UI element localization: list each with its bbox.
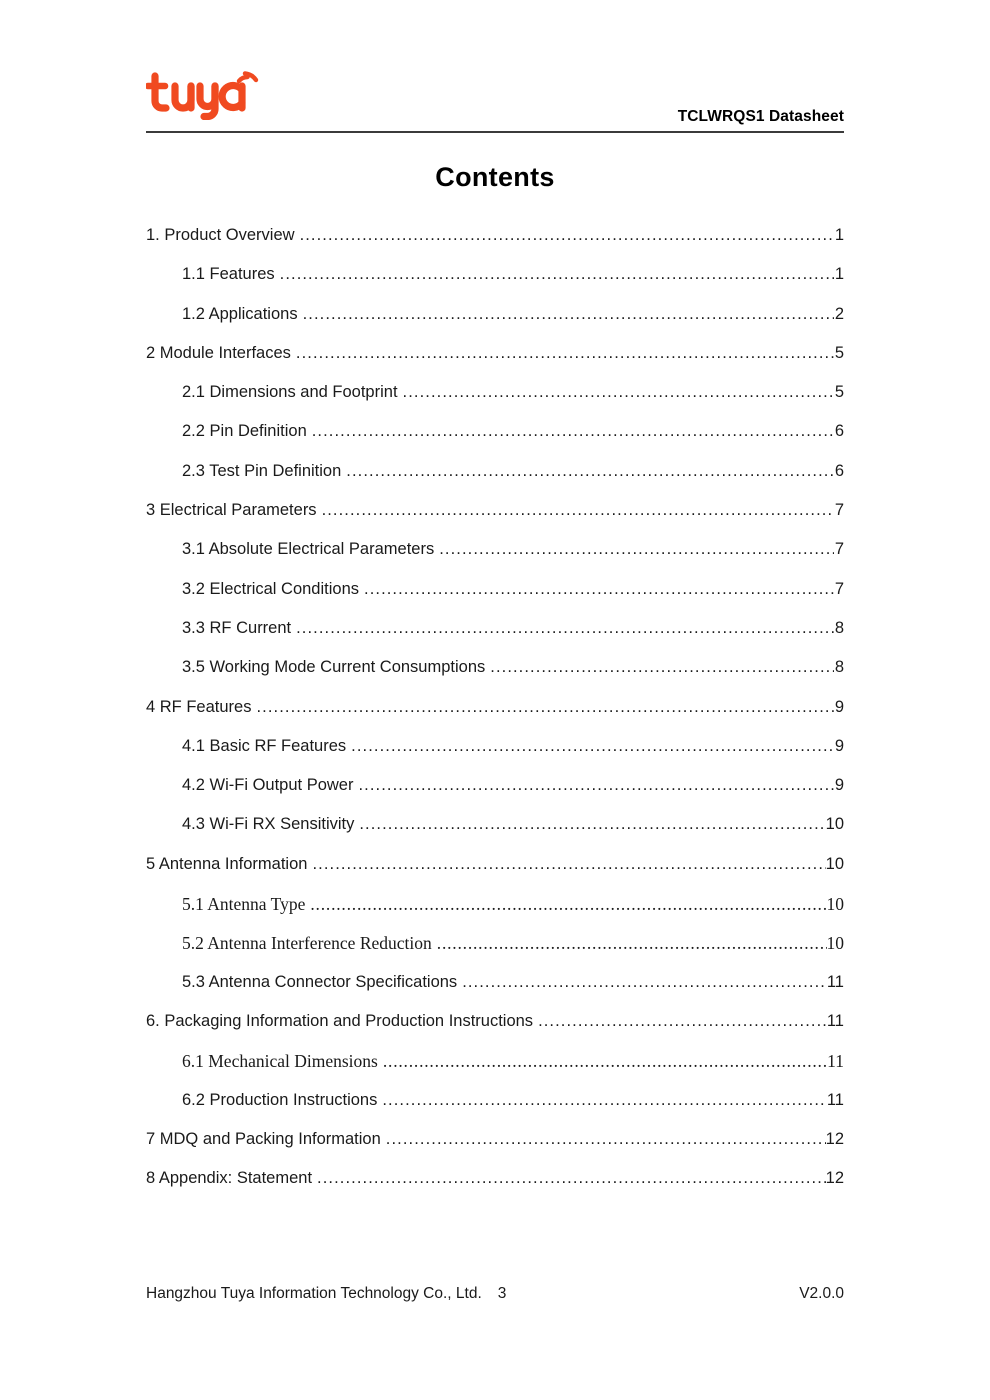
toc-dot-leader: [383, 1053, 827, 1071]
toc-dot-leader: [386, 1131, 826, 1148]
toc-dot-leader: [300, 227, 834, 244]
page-title: Contents: [435, 162, 555, 192]
toc-entry[interactable]: [146, 658, 844, 697]
toc-entry-label: 3.2 Electrical Conditions: [182, 579, 360, 598]
toc-entry-label: 5 Antenna Information: [146, 854, 308, 873]
toc-entry[interactable]: [146, 698, 844, 737]
toc-entry[interactable]: [146, 894, 844, 933]
toc-entry-label: 6. Packaging Information and Production Instructions: [146, 1011, 534, 1030]
toc-entry[interactable]: [146, 1051, 844, 1090]
toc-entry[interactable]: [146, 462, 844, 501]
toc-dot-leader: [312, 856, 825, 873]
toc-entry-label: 1.1 Features: [182, 265, 275, 284]
toc-entry-page-number: 10: [826, 933, 844, 954]
toc-entry-label: 2.1 Dimensions and Footprint: [182, 383, 398, 402]
toc-entry-label: 5.2 Antenna Interference Reduction: [182, 933, 432, 954]
toc-entry-page-number: 1: [834, 265, 844, 284]
footer-company: Hangzhou Tuya Information Technology Co., Ltd.: [146, 1285, 482, 1302]
toc-entry[interactable]: [146, 1091, 844, 1130]
toc-entry[interactable]: [146, 973, 844, 1012]
toc-entry-page-number: 11: [826, 1011, 844, 1030]
page-header: [146, 60, 844, 132]
toc-entry-page-number: 12: [825, 1129, 844, 1148]
table-of-contents: [146, 226, 844, 1208]
toc-dot-leader: [303, 306, 834, 323]
toc-dot-leader: [437, 935, 827, 953]
toc-entry-page-number: 7: [834, 540, 844, 559]
toc-entry-page-number: 1: [834, 226, 844, 244]
toc-entry-page-number: 10: [825, 815, 844, 834]
toc-dot-leader: [538, 1013, 827, 1030]
toc-entry[interactable]: [146, 776, 844, 815]
toc-entry[interactable]: [146, 265, 844, 304]
toc-entry-page-number: 9: [834, 697, 844, 716]
toc-entry-page-number: 6: [834, 461, 844, 480]
toc-entry-label: 4 RF Features: [146, 697, 252, 716]
toc-entry-page-number: 8: [834, 658, 844, 677]
toc-dot-leader: [358, 777, 834, 794]
toc-entry-page-number: 8: [834, 618, 844, 637]
toc-entry-label: 4.2 Wi-Fi Output Power: [182, 776, 354, 795]
toc-entry[interactable]: [146, 1130, 844, 1169]
toc-dot-leader: [439, 541, 834, 558]
toc-entry[interactable]: [146, 305, 844, 344]
toc-entry[interactable]: [146, 855, 844, 894]
toc-dot-leader: [256, 699, 834, 716]
toc-entry-page-number: 10: [826, 894, 844, 915]
toc-entry-label: 4.3 Wi-Fi RX Sensitivity: [182, 815, 355, 834]
toc-dot-leader: [317, 1170, 826, 1187]
toc-entry[interactable]: [146, 1169, 844, 1208]
toc-dot-leader: [296, 345, 834, 362]
toc-entry-label: 4.1 Basic RF Features: [182, 736, 347, 755]
toc-entry-label: 3.3 RF Current: [182, 618, 292, 637]
toc-entry[interactable]: [146, 226, 844, 265]
toc-entry[interactable]: [146, 501, 844, 540]
toc-entry[interactable]: [146, 344, 844, 383]
toc-entry[interactable]: [146, 383, 844, 422]
toc-dot-leader: [462, 974, 827, 991]
toc-entry-label: 2.3 Test Pin Definition: [182, 461, 342, 480]
toc-entry-label: 5.1 Antenna Type: [182, 894, 306, 915]
toc-entry-page-number: 9: [834, 736, 844, 755]
toc-entry-label: 1.2 Applications: [182, 304, 298, 323]
toc-entry-label: 3 Electrical Parameters: [146, 501, 317, 520]
toc-entry[interactable]: [146, 580, 844, 619]
toc-dot-leader: [490, 659, 834, 676]
toc-entry-label: 3.5 Working Mode Current Consumptions: [182, 658, 486, 677]
toc-entry-page-number: 7: [834, 501, 844, 520]
toc-dot-leader: [310, 896, 826, 914]
toc-dot-leader: [322, 502, 834, 519]
toc-dot-leader: [296, 620, 834, 637]
toc-entry-label: 6.1 Mechanical Dimensions: [182, 1051, 378, 1072]
toc-entry-label: 8 Appendix: Statement: [146, 1169, 313, 1188]
toc-dot-leader: [364, 581, 834, 598]
toc-entry[interactable]: [146, 619, 844, 658]
toc-entry[interactable]: [146, 1012, 844, 1051]
toc-entry-page-number: 5: [834, 383, 844, 402]
footer-page-number: 3: [497, 1285, 507, 1302]
toc-dot-leader: [359, 816, 825, 833]
toc-entry-label: 2.2 Pin Definition: [182, 422, 307, 441]
toc-dot-leader: [382, 1092, 827, 1109]
toc-entry-page-number: 11: [826, 972, 844, 991]
page-footer: [146, 1285, 844, 1307]
footer-left-group: [146, 1285, 506, 1303]
toc-entry[interactable]: [146, 737, 844, 776]
toc-entry-page-number: 11: [826, 1090, 844, 1109]
toc-entry-page-number: 5: [834, 343, 844, 362]
toc-dot-leader: [403, 384, 834, 401]
toc-entry-page-number: 10: [825, 854, 844, 873]
toc-dot-leader: [280, 266, 834, 283]
toc-entry-label: 6.2 Production Instructions: [182, 1090, 378, 1109]
toc-entry-label: 5.3 Antenna Connector Specifications: [182, 972, 458, 991]
toc-entry-page-number: 7: [834, 579, 844, 598]
toc-entry-page-number: 9: [834, 776, 844, 795]
toc-entry-page-number: 2: [834, 304, 844, 323]
toc-entry-label: 3.1 Absolute Electrical Parameters: [182, 540, 435, 559]
header-document-title: TCLWRQS1 Datasheet: [677, 107, 844, 125]
footer-version: V2.0.0: [799, 1285, 844, 1302]
toc-dot-leader: [312, 423, 834, 440]
toc-entry-page-number: 11: [827, 1051, 844, 1072]
toc-entry-label: 1. Product Overview: [146, 226, 295, 244]
tuya-logo: [146, 68, 261, 120]
toc-dot-leader: [351, 738, 834, 755]
toc-dot-leader: [346, 463, 834, 480]
toc-entry[interactable]: [146, 540, 844, 579]
header-divider: [146, 131, 844, 133]
toc-entry-label: 2 Module Interfaces: [146, 343, 291, 362]
toc-entry-page-number: 6: [834, 422, 844, 441]
toc-entry-page-number: 12: [825, 1169, 844, 1188]
toc-entry[interactable]: [146, 933, 844, 972]
toc-entry-label: 7 MDQ and Packing Information: [146, 1129, 381, 1148]
toc-entry[interactable]: [146, 422, 844, 461]
toc-entry[interactable]: [146, 815, 844, 854]
